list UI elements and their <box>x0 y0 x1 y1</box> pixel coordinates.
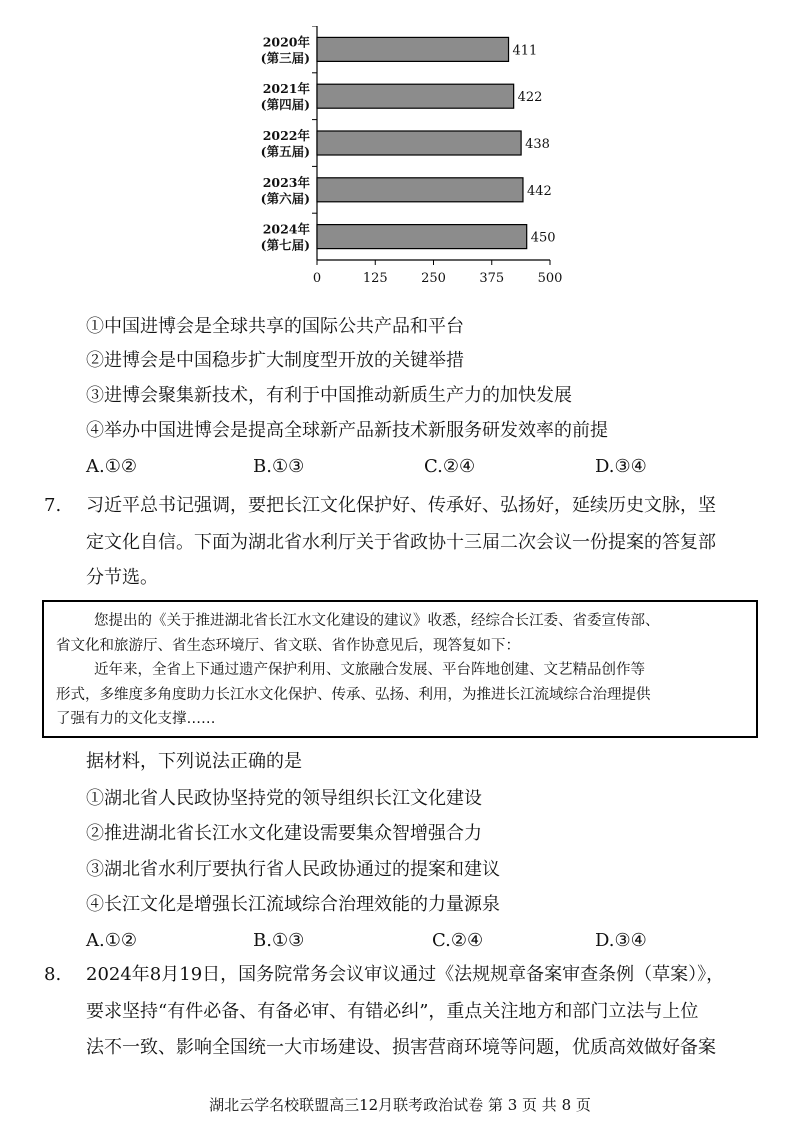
x-tick-label: 0 <box>312 271 322 286</box>
data-label: 411 <box>512 43 538 59</box>
q6-choice-c[interactable]: C.②④ <box>424 456 476 477</box>
bar-chart <box>240 26 580 294</box>
category-label: (第七届) <box>260 237 310 253</box>
q7-option-3: ③湖北省水利厅要执行省人民政协通过的提案和建议 <box>86 859 500 880</box>
q7-option-4: ④长江文化是增强长江流域综合治理效能的力量源泉 <box>86 894 500 915</box>
q7-stem-line-3: 分节选。 <box>86 567 158 588</box>
data-label: 450 <box>530 230 556 246</box>
q8-number: 8. <box>44 964 62 985</box>
q6-choice-d[interactable]: D.③④ <box>595 456 647 477</box>
q6-option-3: ③进博会聚集新技术，有利于中国推动新质生产力的加快发展 <box>86 385 572 406</box>
category-label: 2021年 <box>262 81 310 97</box>
bar <box>317 37 509 61</box>
x-tick-label: 250 <box>421 271 446 286</box>
x-tick-label: 125 <box>362 271 388 286</box>
bar <box>317 225 527 249</box>
q7-choice-a[interactable]: A.①② <box>86 930 137 951</box>
q7-option-2: ②推进湖北省长江水文化建设需要集众智增强合力 <box>86 823 482 844</box>
q7-number: 7. <box>44 495 62 516</box>
category-label: 2022年 <box>262 128 310 143</box>
q6-choices <box>86 456 706 478</box>
q6-choice-b[interactable]: B.①③ <box>253 456 305 477</box>
material-line-2: 省文化和旅游厅、省生态环境厅、省文联、省作协意见后，现答复如下： <box>56 638 520 654</box>
data-label: 442 <box>526 183 552 199</box>
material-line-3: 近年来，全省上下通过遗产保护利用、文旅融合发展、平台阵地创建、文艺精品创作等 <box>94 662 645 678</box>
q7-prompt: 据材料，下列说法正确的是 <box>86 751 302 772</box>
category-label: (第三届) <box>260 50 310 66</box>
bar <box>317 131 521 155</box>
q7-choice-c[interactable]: C.②④ <box>432 930 484 951</box>
page-footer: 湖北云学名校联盟高三12月联考政治试卷 第 3 页 共 8 页 <box>209 1096 591 1114</box>
q8-stem-line-1: 2024年8月19日，国务院常务会议审议通过《法规规章备案审查条例（草案）》， <box>86 964 725 985</box>
q7-choice-b[interactable]: B.①③ <box>253 930 305 951</box>
q7-option-1: ①湖北省人民政协坚持党的领导组织长江文化建设 <box>86 788 482 809</box>
bar <box>317 178 523 202</box>
data-label: 422 <box>517 90 543 106</box>
q6-option-1: ①中国进博会是全球共享的国际公共产品和平台 <box>86 316 464 337</box>
x-tick-label: 500 <box>537 271 563 286</box>
q7-stem-line-2: 定文化自信。下面为湖北省水利厅关于省政协十三届二次会议一份提案的答复部 <box>86 532 716 553</box>
bar <box>317 84 514 108</box>
material-line-5: 了强有力的文化支撑…… <box>56 711 216 727</box>
data-label: 438 <box>525 137 550 152</box>
q6-option-2: ②进博会是中国稳步扩大制度型开放的关键举措 <box>86 350 464 371</box>
q6-option-4: ④举办中国进博会是提高全球新产品新技术新服务研发效率的前提 <box>86 420 608 441</box>
q8-stem-line-3: 法不一致、影响全国统一大市场建设、损害营商环境等问题，优质高效做好备案 <box>86 1037 716 1058</box>
category-label: (第六届) <box>260 190 310 206</box>
category-label: (第四届) <box>260 97 310 113</box>
material-line-1: 您提出的《关于推进湖北省长江水文化建设的建议》收悉，经综合长江委、省委宣传部、 <box>94 613 660 629</box>
q7-choice-d[interactable]: D.③④ <box>595 930 647 951</box>
category-label: 2023年 <box>262 174 310 190</box>
category-label: (第五届) <box>260 144 310 159</box>
material-line-4: 形式，多维度多角度助力长江水文化保护、传承、弘扬、利用，为推进长江流域综合治理提供 <box>56 687 651 703</box>
q7-choices <box>86 930 706 952</box>
q7-stem-line-1: 习近平总书记强调，要把长江文化保护好、传承好、弘扬好，延续历史文脉，坚 <box>86 495 716 516</box>
chart-svg <box>240 26 580 294</box>
q8-stem-line-2: 要求坚持“有件必备、有备必审、有错必纠”，重点关注地方和部门立法与上位 <box>86 1001 699 1022</box>
material-box <box>42 600 758 738</box>
category-label: 2024年 <box>262 221 310 237</box>
category-label: 2020年 <box>262 34 310 50</box>
q6-choice-a[interactable]: A.①② <box>86 456 137 477</box>
x-tick-label: 375 <box>479 271 505 286</box>
